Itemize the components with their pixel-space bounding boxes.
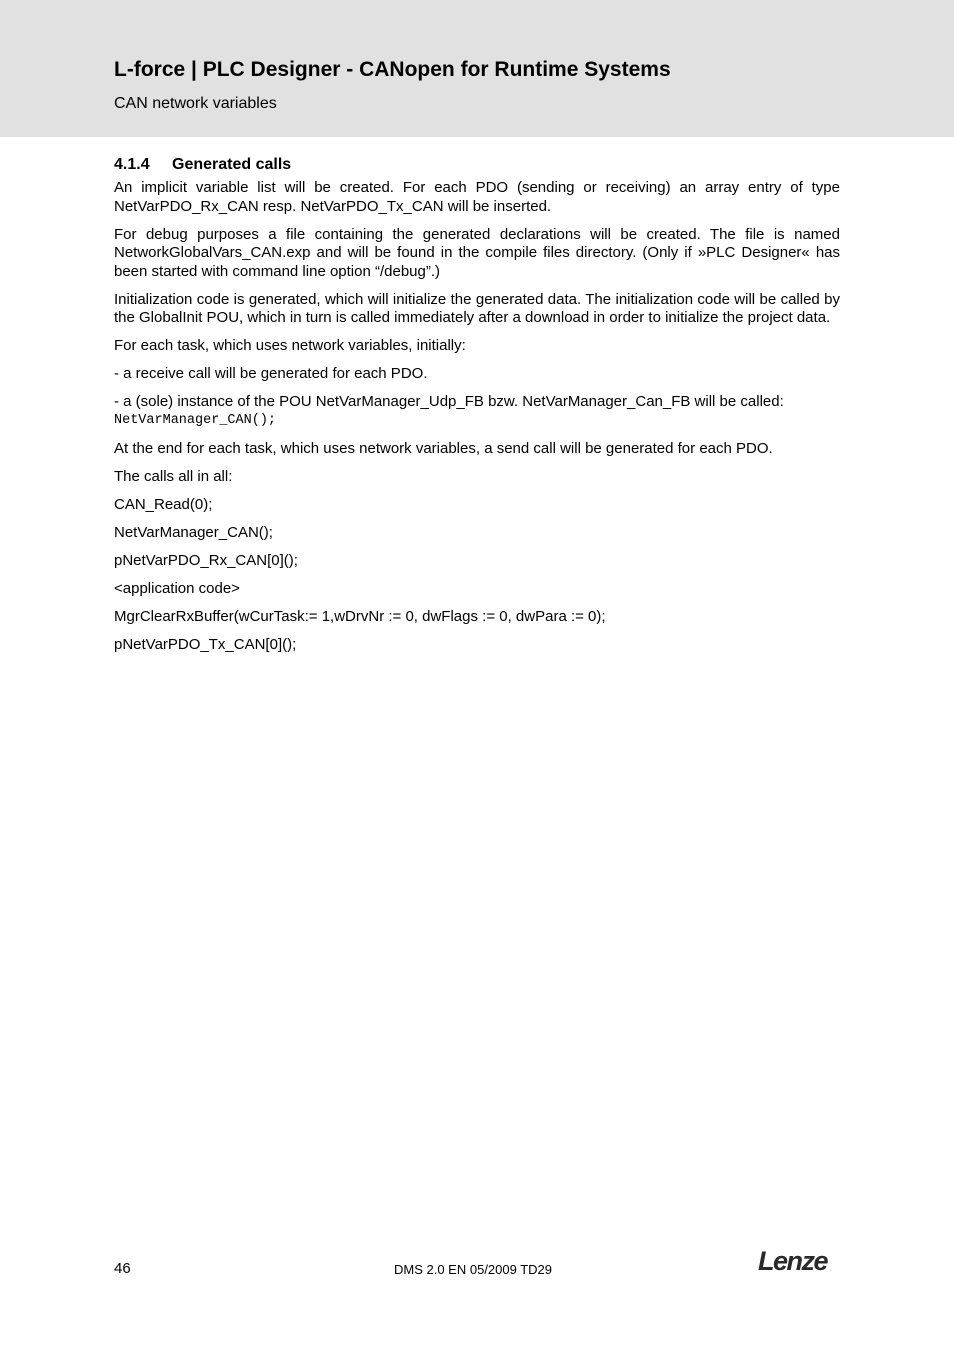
paragraph-text: - a (sole) instance of the POU NetVarManager_Udp_FB bzw. NetVarManager_Can_FB will be called: bbox=[114, 393, 784, 410]
paragraph: For each task, which uses network variables, initially: bbox=[114, 337, 466, 354]
paragraph: For debug purposes a file containing the generated declarations will be created. The file is named NetworkGlobalVars_CAN.exp and will be found in the compile files directory. (Only if »PLC Designer« has been started with command line option “/debug”.) bbox=[114, 225, 840, 280]
paragraph: An implicit variable list will be created. For each PDO (sending or receiving) an array entry of type NetVarPDO_Rx_CAN resp. NetVarPDO_Tx_CAN will be inserted. bbox=[114, 179, 840, 215]
call-line: MgrClearRxBuffer(wCurTask:= 1,wDrvNr := 0, dwFlags := 0, dwPara := 0); bbox=[114, 607, 606, 625]
paragraph: Initialization code is generated, which will initialize the generated data. The initialization code will be called by the GlobalInit POU, which in turn is called immediately after a download in order to initialize the project data. bbox=[114, 290, 840, 326]
paragraph: - a receive call will be generated for each PDO. bbox=[114, 365, 428, 382]
chapter-subtitle: CAN network variables bbox=[114, 95, 277, 112]
paragraph: The calls all in all: bbox=[114, 467, 233, 485]
page-content bbox=[114, 155, 840, 664]
paragraph: At the end for each task, which uses network variables, a send call will be generated for each PDO. bbox=[114, 439, 773, 457]
page-header bbox=[0, 0, 954, 137]
document-reference: DMS 2.0 EN 05/2009 TD29 bbox=[394, 1262, 553, 1277]
paragraph-with-code bbox=[114, 393, 840, 430]
call-line: pNetVarPDO_Rx_CAN[0](); bbox=[114, 551, 298, 569]
call-line: pNetVarPDO_Tx_CAN[0](); bbox=[114, 635, 297, 653]
lenze-logo: Lenze bbox=[758, 1246, 828, 1276]
call-line: CAN_Read(0); bbox=[114, 495, 213, 513]
call-line: <application code> bbox=[114, 579, 240, 597]
call-line: NetVarManager_CAN(); bbox=[114, 523, 273, 541]
section-number: 4.1.4 bbox=[114, 156, 150, 173]
document-title: L-force | PLC Designer - CANopen for Runtime Systems bbox=[114, 58, 671, 81]
section-title: Generated calls bbox=[172, 156, 292, 173]
section-heading bbox=[114, 155, 840, 174]
page-number: 46 bbox=[114, 1260, 131, 1277]
code-snippet: NetVarManager_CAN(); bbox=[114, 412, 277, 428]
